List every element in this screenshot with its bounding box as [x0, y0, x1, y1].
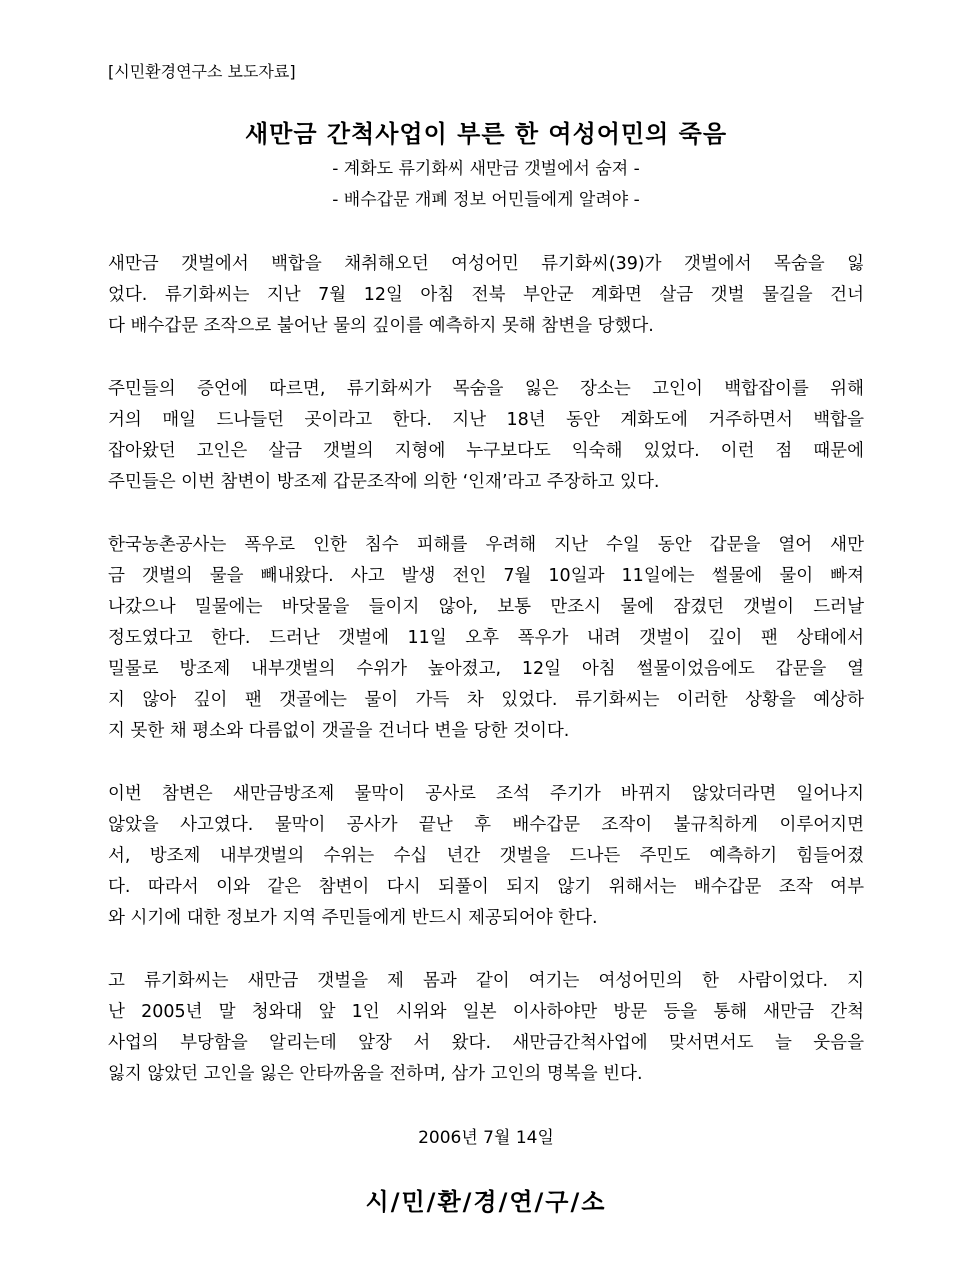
paragraph-line: 나갔으나 밀물에는 바닷물을 들이지 않아, 보통 만조시 물에 잠겼던 갯벌이 드러날 — [108, 597, 864, 617]
paragraph-line: 않았을 사고였다. 물막이 공사가 끝난 후 배수갑문 조작이 불규칙하게 이루어지면 — [108, 815, 864, 835]
organization-name: 시/민/환/경/연/구/소 — [365, 1188, 607, 1216]
paragraph-line: 지 않아 깊이 팬 갯골에는 물이 가득 차 있었다. 류기화씨는 이러한 상황을 예상하 — [108, 690, 864, 710]
paragraph-line: 밀물로 방조제 내부갯벌의 수위가 높아졌고, 12일 아침 썰물이었음에도 갑문을 열 — [108, 659, 864, 679]
paragraph-line: 새만금 갯벌에서 백합을 채취해오던 여성어민 류기화씨(39)가 갯벌에서 목숨을 잃 — [108, 254, 864, 274]
paragraph-line: 서, 방조제 내부갯벌의 수위는 수십 년간 갯벌을 드나든 주민도 예측하기 힘들어졌 — [108, 846, 864, 866]
paragraph-line: 잃지 않았던 고인을 잃은 안타까움을 전하며, 삼가 고인의 명복을 빈다. — [108, 1064, 643, 1084]
paragraph-line: 주민들의 증언에 따르면, 류기화씨가 목숨을 잃은 장소는 고인이 백합잡이를 위해 — [108, 379, 864, 399]
paragraph-line: 고 류기화씨는 새만금 갯벌을 제 몸과 같이 여기는 여성어민의 한 사람이었다. 지 — [108, 971, 864, 991]
subtitle-1: - 계화도 류기화씨 새만금 갯벌에서 숨져 - — [332, 159, 640, 179]
paragraph-line: 난 2005년 말 청와대 앞 1인 시위와 일본 이사하야만 방문 등을 통해 새만금 간척 — [108, 1002, 864, 1022]
subtitle-2: - 배수갑문 개폐 정보 어민들에게 알려야 - — [332, 190, 640, 210]
paragraph-5 — [108, 966, 864, 1090]
paragraph-line: 정도였다고 한다. 드러난 갯벌에 11일 오후 폭우가 내려 갯벌이 깊이 팬 상태에서 — [108, 628, 864, 648]
paragraph-line: 주민들은 이번 참변이 방조제 갑문조작에 의한 ‘인재’라고 주장하고 있다. — [108, 472, 660, 492]
paragraph-line: 잡아왔던 고인은 살금 갯벌의 지형에 누구보다도 익숙해 있었다. 이런 점 때문에 — [108, 441, 864, 461]
paragraph-line: 이번 참변은 새만금방조제 물막이 공사로 조석 주기가 바뀌지 않았더라면 일어나지 — [108, 784, 864, 804]
release-date: 2006년 7월 14일 — [418, 1128, 554, 1148]
paragraph-line: 다 배수갑문 조작으로 불어난 물의 깊이를 예측하지 못해 참변을 당했다. — [108, 316, 654, 336]
source-tag: [시민환경연구소 보도자료] — [108, 62, 296, 81]
paragraph-line: 었다. 류기화씨는 지난 7월 12일 아침 전북 부안군 계화면 살금 갯벌 물길을 건너 — [108, 285, 864, 305]
paragraph-1 — [108, 249, 864, 342]
paragraph-4 — [108, 779, 864, 934]
paragraph-2 — [108, 374, 864, 498]
paragraph-line: 금 갯벌의 물을 빼내왔다. 사고 발생 전인 7월 10일과 11일에는 썰물에 물이 빠져 — [108, 566, 864, 586]
paragraph-line: 지 못한 채 평소와 다름없이 갯골을 건너다 변을 당한 것이다. — [108, 721, 570, 741]
paragraph-3 — [108, 530, 864, 747]
paragraph-line: 사업의 부당함을 알리는데 앞장 서 왔다. 새만금간척사업에 맞서면서도 늘 웃음을 — [108, 1033, 864, 1053]
paragraph-line: 와 시기에 대한 정보가 지역 주민들에게 반드시 제공되어야 한다. — [108, 908, 598, 928]
document-title: 새만금 간척사업이 부른 한 여성어민의 죽음 — [244, 120, 728, 148]
paragraph-line: 거의 매일 드나들던 곳이라고 한다. 지난 18년 동안 계화도에 거주하면서 백합을 — [108, 410, 864, 430]
paragraph-line: 한국농촌공사는 폭우로 인한 침수 피해를 우려해 지난 수일 동안 갑문을 열어 새만 — [108, 535, 864, 555]
paragraph-line: 다. 따라서 이와 같은 참변이 다시 되풀이 되지 않기 위해서는 배수갑문 조작 여부 — [108, 877, 864, 897]
